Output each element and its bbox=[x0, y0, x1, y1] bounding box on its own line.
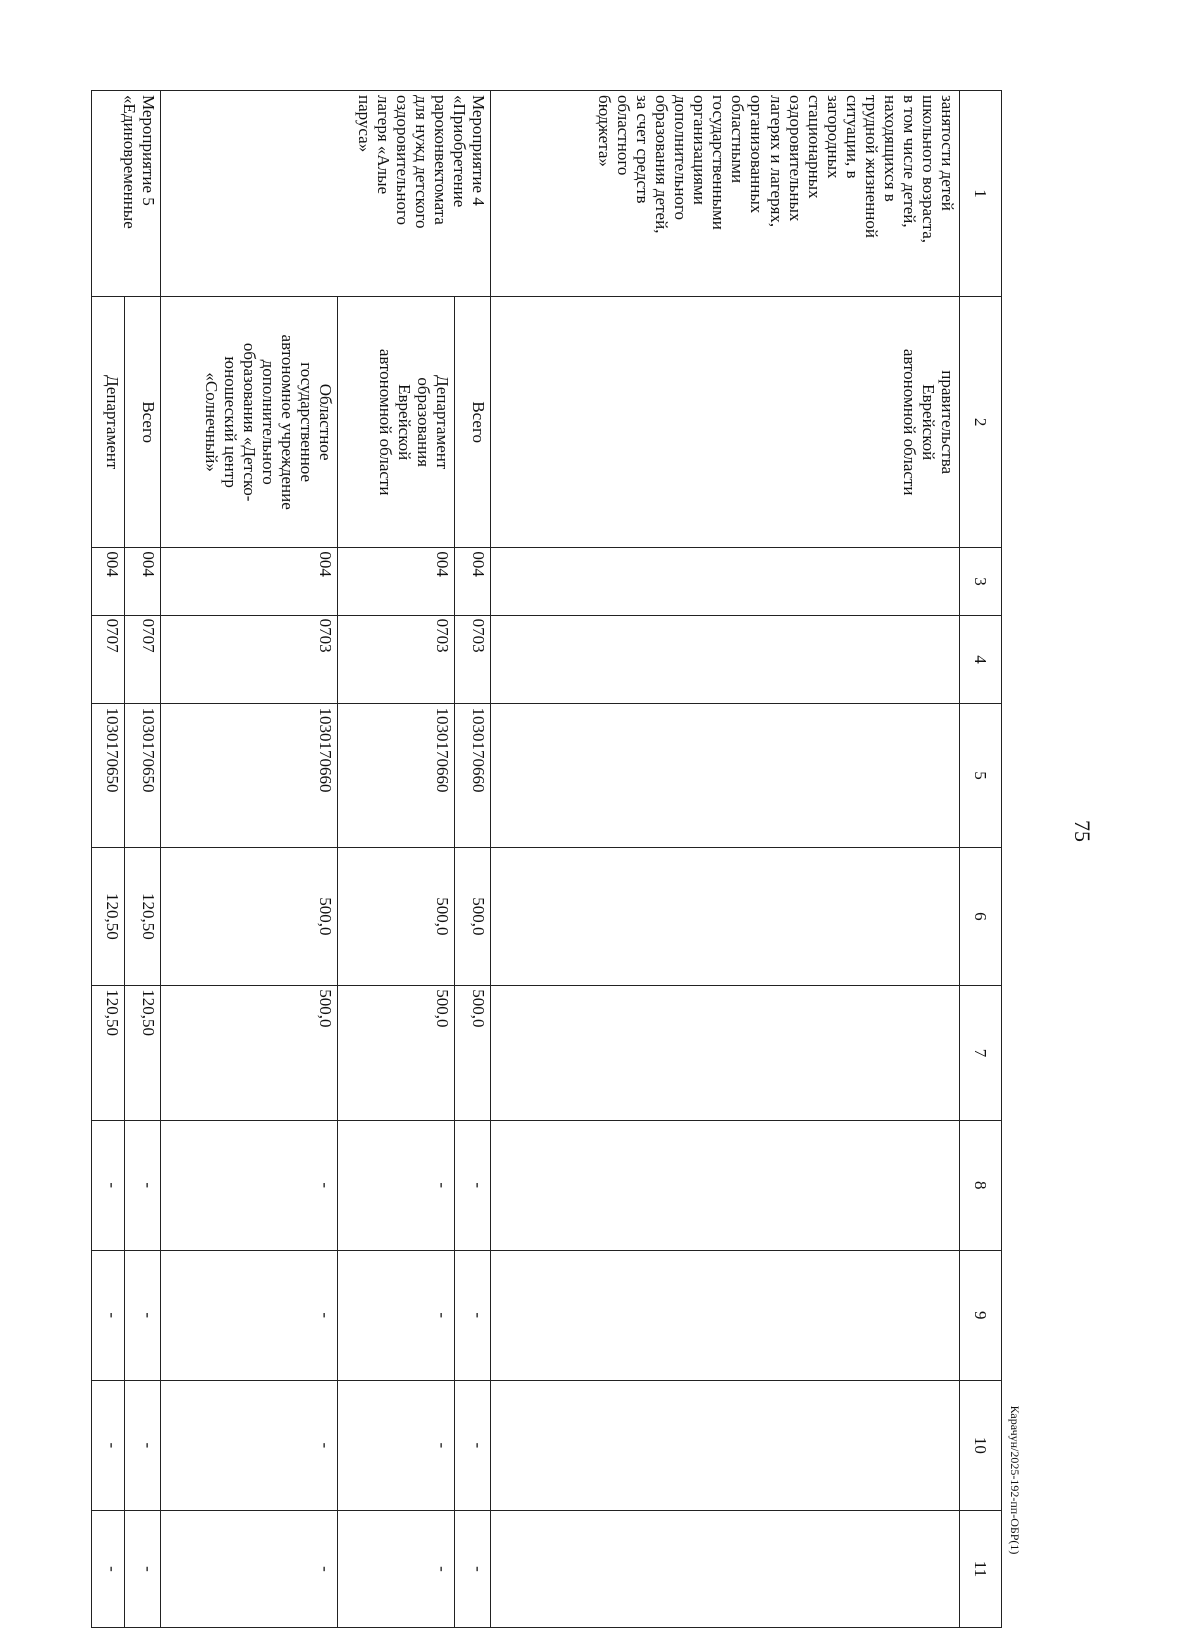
amount-cell: - bbox=[92, 1250, 125, 1380]
amount-cell: - bbox=[92, 1380, 125, 1510]
header-cell: 1 bbox=[959, 91, 1001, 297]
amount-cell: - bbox=[161, 1250, 338, 1380]
target-article-cell: 1030170660 bbox=[161, 704, 338, 847]
section-cell: 0703 bbox=[337, 615, 455, 704]
amount-cell: - bbox=[92, 1120, 125, 1250]
amount-cell: - bbox=[455, 1120, 491, 1250]
code-cell: 004 bbox=[337, 548, 455, 615]
executor-cell: правительства Еврейской автономной области bbox=[491, 296, 960, 547]
target-article-cell: 1030170650 bbox=[125, 704, 161, 847]
header-cell: 6 bbox=[959, 847, 1001, 986]
empty-cell bbox=[491, 615, 960, 704]
amount-cell: 120,50 bbox=[125, 847, 161, 986]
header-cell: 9 bbox=[959, 1250, 1001, 1380]
document-footer-code: Карачун/2025-192-пп-ОБР(1) bbox=[1008, 1405, 1022, 1555]
amount-cell: - bbox=[455, 1380, 491, 1510]
page-number: 75 bbox=[1070, 820, 1095, 842]
table-row bbox=[455, 91, 491, 1628]
amount-cell: 500,0 bbox=[337, 847, 455, 986]
code-cell: 004 bbox=[455, 548, 491, 615]
amount-cell: - bbox=[455, 1250, 491, 1380]
empty-cell bbox=[491, 847, 960, 986]
target-article-cell: 1030170650 bbox=[92, 704, 125, 847]
amount-cell: - bbox=[161, 1380, 338, 1510]
amount-cell: - bbox=[337, 1510, 455, 1627]
amount-cell: - bbox=[125, 1510, 161, 1627]
header-cell: 10 bbox=[959, 1380, 1001, 1510]
amount-cell: 500,0 bbox=[455, 986, 491, 1120]
amount-cell: - bbox=[92, 1510, 125, 1627]
table-row bbox=[161, 91, 338, 1628]
table-row bbox=[125, 91, 161, 1628]
target-article-cell: 1030170660 bbox=[337, 704, 455, 847]
amount-cell: 500,0 bbox=[161, 847, 338, 986]
executor-cell: Департамент образования Еврейской автономной области bbox=[337, 296, 455, 547]
empty-cell bbox=[491, 1380, 960, 1510]
executor-cell: Департамент bbox=[92, 296, 125, 547]
code-cell: 004 bbox=[161, 548, 338, 615]
header-cell: 3 bbox=[959, 548, 1001, 615]
section-cell: 0707 bbox=[125, 615, 161, 704]
section-cell: 0703 bbox=[455, 615, 491, 704]
measure-description-cell: Мероприятие 5 «Единовременные bbox=[92, 91, 161, 297]
section-cell: 0707 bbox=[92, 615, 125, 704]
amount-cell: - bbox=[161, 1510, 338, 1627]
table-row bbox=[491, 91, 960, 1628]
amount-cell: 500,0 bbox=[455, 847, 491, 986]
amount-cell: - bbox=[125, 1380, 161, 1510]
amount-cell: 120,50 bbox=[92, 986, 125, 1120]
amount-cell: 120,50 bbox=[125, 986, 161, 1120]
table-row bbox=[92, 91, 125, 1628]
executor-cell: Областное государственное автономное учреждение дополнительного образования «Детско- юношеский центр «Солнечный» bbox=[161, 296, 338, 547]
executor-cell: Всего bbox=[125, 296, 161, 547]
code-cell: 004 bbox=[125, 548, 161, 615]
table-header-row bbox=[959, 91, 1001, 1628]
target-article-cell: 1030170660 bbox=[455, 704, 491, 847]
amount-cell: 120,50 bbox=[92, 847, 125, 986]
amount-cell: - bbox=[337, 1120, 455, 1250]
header-cell: 2 bbox=[959, 296, 1001, 547]
amount-cell: - bbox=[125, 1120, 161, 1250]
empty-cell bbox=[491, 704, 960, 847]
amount-cell: - bbox=[337, 1250, 455, 1380]
amount-cell: 500,0 bbox=[337, 986, 455, 1120]
header-cell: 7 bbox=[959, 986, 1001, 1120]
section-cell: 0703 bbox=[161, 615, 338, 704]
executor-cell: Всего bbox=[455, 296, 491, 547]
table-row bbox=[337, 91, 455, 1628]
header-cell: 11 bbox=[959, 1510, 1001, 1627]
empty-cell bbox=[491, 1250, 960, 1380]
empty-cell bbox=[491, 986, 960, 1120]
empty-cell bbox=[491, 548, 960, 615]
budget-table-container bbox=[91, 90, 1002, 1628]
amount-cell: 500,0 bbox=[161, 986, 338, 1120]
empty-cell bbox=[491, 1120, 960, 1250]
header-cell: 5 bbox=[959, 704, 1001, 847]
amount-cell: - bbox=[337, 1380, 455, 1510]
amount-cell: - bbox=[161, 1120, 338, 1250]
header-cell: 4 bbox=[959, 615, 1001, 704]
budget-table bbox=[91, 90, 1002, 1628]
code-cell: 004 bbox=[92, 548, 125, 615]
measure-description-cell: Мероприятие 4 «Приобретение pароконвектомата для нужд детского оздоровительного лагеря «Алые паруса» bbox=[161, 91, 491, 297]
measure-description-cell: занятости детей школьного возраста, в том числе детей, находящихся в трудной жизненной ситуации, в загородных стационарных оздоровительных лагерях и лагерях, организованных областными государственными организациями дополнительного образования детей, за счет средств областного бюджета» bbox=[491, 91, 960, 297]
empty-cell bbox=[491, 1510, 960, 1627]
amount-cell: - bbox=[125, 1250, 161, 1380]
header-cell: 8 bbox=[959, 1120, 1001, 1250]
amount-cell: - bbox=[455, 1510, 491, 1627]
